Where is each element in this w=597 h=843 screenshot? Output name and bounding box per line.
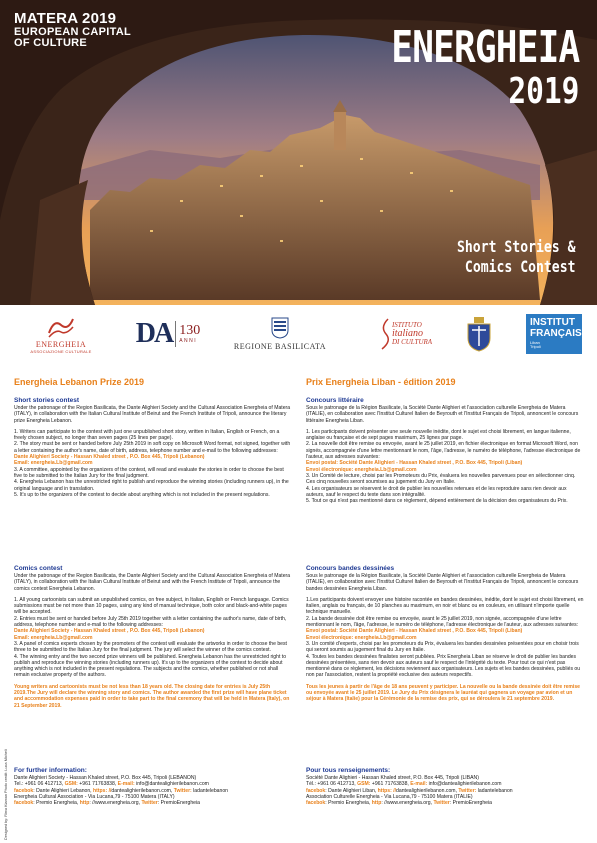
info-https-label: https: //	[93, 787, 112, 794]
info-twitter-label-2: Twitter	[141, 800, 158, 807]
french-column	[306, 377, 585, 807]
matera-title	[14, 11, 131, 50]
info-social-line-2	[14, 800, 293, 806]
dante-separator	[175, 321, 176, 347]
comics-rule-4: 4. The winning entry and the two second prize winners will be published. Energheia Lebanon has the unrestricted right to publish and reproduce the winning stories (including runners up). It's up to the organizers of the contest to decide about anything which is not included in the present regulations. The subjects and the comics, whether published or not shall remain exclusive property of the authors.	[14, 653, 287, 679]
iic-line3: DI CULTURA	[391, 338, 433, 346]
concours-bd-rule-1: 1.Les participants doivent envoyer une histoire racontée en bandes dessinées, inédite, dont le sujet est choisi librement, en italien, anglais ou français, de 10 planches au maximum, en noir et blanc ou en couleurs, en utilisant n'importe quelle technique manuelle.	[306, 596, 584, 616]
renseignements-twitter-2[interactable]: : PremioEnergheia	[449, 800, 492, 807]
concours-bd-address: Envoi postal: Société Dante Alighieri - Hassan Khaled street , P.O. Box 445, Tripoli (Liban)	[306, 628, 523, 635]
renseignements-email-link[interactable]: info@dantealighierilebanon.com	[428, 781, 502, 788]
concours-bd-rule-4: 4. Toutes les bandes dessinées finalistes seront publiées. Prix Energheia Liban se réserve le droit de publier les bandes dessinées présentées, sans rien devoir aux auteurs sauf le respect de l'intégrité du texte. Pour tout ce qui n'est pas mentionné dans ce règlement, les décisions reviennent aux organisateurs. Les sujets et les bandes dessinées, publiés ou non par l'association, restent la propriété exclusive des auteurs respectifs.	[306, 653, 581, 679]
institut-francais-box	[526, 314, 582, 354]
dante-anniversary	[179, 324, 200, 344]
energheia-logo-sub: ASSOCIAZIONE CULTURALE	[30, 348, 92, 354]
iic-text	[392, 322, 432, 346]
iic-swirl-icon	[378, 317, 392, 351]
renseignements-tel: Tél.: +961 06 412713,	[306, 781, 358, 788]
short-stories-rule-2: 2. The story must be sent or handed before July 25th 2019 in soft copy on Microsoft Word format, not signed, together with a letter containing the author's name, date of birth, address, telephone number and e-mail to the following addresses:	[14, 441, 291, 454]
renseignements-facebook[interactable]: : Dante Alighieri Liban,	[325, 787, 378, 794]
if-line3: Liban	[530, 340, 540, 345]
istituto-italiano-logo	[368, 305, 442, 363]
concours-bd-email: Envoi électronique: energheia.Lb@gmail.com	[306, 634, 417, 641]
concours-litteraire-section	[306, 397, 585, 504]
concours-litteraire-rule-1: 1. Les participants doivent présenter une seule nouvelle inédite, dont le sujet est choisi librement, en langue italienne, anglaise ou française et de sept pages maximum, 25 lignes par page.	[306, 428, 571, 442]
info-website-2[interactable]: : //www.energheia.org,	[89, 800, 142, 807]
comics-closing-note: Young writers and cartoonists must be not less than 18 years old. The closing date for entries is July 25th 2019.The Jury will declare the winning story and comics. The author awarded the first prize will have plane ticket and accommodation expenses paid in order to take part to the final ceremony that will be held in Matera (Italy), on 21 September 2019.	[14, 683, 290, 709]
brand-year: 2019	[507, 71, 579, 112]
info-association: Energheia Cultural Association - Via Lucana,79 - 75100 Matera (ITALY)	[14, 793, 175, 800]
concours-litteraire-rule-4: 4. Les organisateurs se réservent le droit de publier les nouvelles retenues et de les reproduire sans rien devoir aux auteurs, sauf le respect du texte dans son intégralité.	[306, 485, 567, 498]
info-twitter-2[interactable]: : PremioEnergheia	[157, 800, 200, 807]
info-facebook[interactable]: : Dante Alighieri Lebanon,	[33, 787, 94, 794]
short-stories-rule-5: 5. It's up to the organizers of the contest to decide about anything which is not included in the present regulations.	[14, 491, 270, 498]
concours-litteraire-rule-5: 5. Tout ce qui n'est pas mentionné dans ce règlement, dépend entièrement de la décision des organisateurs du Prix.	[306, 498, 568, 505]
info-tel: Tel.: +961 06 412713,	[14, 781, 65, 788]
concours-litteraire-email: Envoi électronique: energheia.Lb@gmail.com	[306, 466, 417, 473]
info-gsm-label: GSM:	[64, 781, 80, 788]
comics-email: Email: energheia.Lb@gmail.com	[14, 634, 93, 641]
renseignements-https-label: https: //	[377, 787, 397, 794]
renseignements-section	[306, 767, 585, 806]
info-email-link[interactable]: info@dantealighierilebanon.com	[136, 781, 209, 788]
brand-title	[350, 22, 579, 112]
short-stories-rule-3: 3. A committee, appointed by the organizers of the contest, will read and evaluate the stories in order to choose the best five to be submitted to the Italian Jury for the final judgment.	[14, 466, 284, 479]
comics-address: Dante Alighieri Society - Hassan Khaled street , P.O. Box 445, Tripoli (Lebanon)	[14, 628, 205, 635]
comics-rule-2: 2. Entries must be sent or handed before July 25th 2019 together with a letter containing the author's name, date of birth, address, telephone number and e-mail to the following addresses:	[14, 615, 287, 629]
info-title: For further information:	[14, 767, 87, 774]
renseignements-social-line-2	[306, 800, 585, 806]
concours-litteraire-title: Concours littéraire	[306, 397, 364, 404]
renseignements-gsm: +961 71763838,	[371, 781, 411, 788]
renseignements-facebook-label: facebok	[306, 787, 326, 794]
short-stories-title: Short stories contest	[14, 397, 80, 404]
concours-litteraire-intro: Sous le patronage de la Région Basilicate, la Société Dante Alighieri et l'association culturelle Energheia de Matera (ITALIE), en collaboration avec l'Institut Culturel Italien de Beyrouth et l'Institut Français de Tripoli, annoncent le concours littéraire Energheia Liban.	[306, 405, 579, 424]
regione-emblem-icon	[271, 317, 289, 339]
short-stories-rule-4: 4. Energheia Lebanon has the unrestricted right to publish and reproduce the winning stories (including runners up), in the original language and in translation.	[14, 479, 289, 492]
concours-litteraire-rule-2: 2. La nouvelle doit être remise ou envoyée, avant le 25 juillet 2019, en fichier électronique en format Microsoft Word, non signés, accompagnée d'une lettre mentionnant le nom, l'âge, l'adresse, le numéro de téléphone, l'adresse électronique de l'auteur, aux adresses suivantes:	[306, 441, 581, 461]
sponsor-logos	[0, 305, 597, 363]
if-line1: INSTITUT	[530, 317, 575, 328]
renseignements-website-2[interactable]: : //www.energheia.org,	[381, 800, 434, 807]
energheia-logo	[26, 305, 96, 363]
concours-bd-title: Concours bandes dessinées	[306, 565, 395, 572]
renseignements-association: Association Culturelle Energheia - Via Lucana,79 - 75100 Matera (ITALIE)	[306, 793, 473, 800]
concours-litteraire-rule-3: 3. Un Comité de lecture, choisi par les Promoteurs du Prix, évaluera les nouvelles parvenues pour en sélectionner cinq. Ces cinq nouvelles seront soumises au jugement du Jury en Italie.	[306, 472, 576, 486]
concours-bd-closing-note: Tous les jeunes à partir de l'âge de 18 ans peuvent y participer. La nouvelle ou la bande dessinée doit être remise ou envoyée avant le 25 juillet 2019. Le Jury du Prix désignera le lauréat qui gagnera un voyage par avion et un séjour à Matera (Italie) pour la Cérémonie de la remise des prix, qui se déroulera le 21 septembre 2019.	[306, 683, 581, 703]
brand-name: ENERGHEIA	[390, 22, 579, 73]
renseignements-http-label: http	[371, 800, 382, 807]
info-facebook-2[interactable]: : Premio Energheia,	[33, 800, 80, 807]
english-column	[14, 377, 293, 807]
contest-subtitle	[457, 237, 575, 277]
comics-section	[14, 565, 293, 709]
crest-icon	[466, 316, 492, 352]
renseignements-email-label: E-mail:	[410, 781, 429, 788]
matera-line2: EUROPEAN CAPITAL	[14, 25, 132, 38]
renseignements-twitter-label: Twitter:	[458, 787, 477, 794]
renseignements-facebook-label-2: facebok	[306, 800, 326, 807]
info-section	[14, 767, 293, 806]
concours-bd-rule-2: 2. La bande dessinée doit être remise ou envoyée, avant le 25 juillet 2019, non signée, accompagnée d'une lettre mentionnant le nom, l'âge, l'adresse, le numéro de téléphone, l'adresse électronique de l'auteur, aux adresses suivantes:	[306, 615, 579, 629]
subtitle-line1: Short Stories &	[456, 237, 575, 256]
info-twitter-label: Twitter:	[173, 787, 192, 794]
info-website[interactable]: dantealighierilebanon.com,	[111, 787, 174, 794]
concours-litteraire-address: Envoi postal: Société Dante Alighieri - Hassan Khaled street , P.O. Box 445, Tripoli (Liban)	[306, 460, 523, 467]
info-twitter[interactable]: ladantelebanon	[191, 787, 229, 794]
renseignements-twitter-label-2: Twitter	[433, 800, 450, 807]
regione-text: REGIONE BASILICATA	[233, 342, 327, 351]
if-line2: FRANÇAIS	[530, 327, 582, 339]
hero-banner	[0, 0, 597, 305]
comics-intro: Under the patronage of the Region Basilicata, the Dante Alighieri Society and the Cultural Association Energheia of Matera (ITALY), in collaboration with the Italian Cultural Institute of Beirut and with the French Institute of Tripoli, announce the comics contest Energheia Lebanon.	[14, 573, 291, 592]
info-address: Dante Alighieri Society - Hassan Khaled street, P.O. Box 445, Tripoli (LEBANON)	[14, 775, 197, 781]
english-main-title: Energheia Lebanon Prize 2019	[14, 377, 145, 387]
short-stories-intro: Under the patronage of the Region Basilicata, the Dante Alighieri Society and the Cultural Association Energheia of Matera (ITALY), in collaboration with the Italian Cultural Institute of Beirut and the French Institute of Tripoli, announce the literary prize Energheia Lebanon.	[14, 405, 291, 424]
short-stories-rule-1: 1. Writers can participate to the contest with just one unpublished short story, written in Italian, English or French, on a freely chosen subject, no longer than seven pages (25 lines per page).	[14, 428, 280, 442]
dante-anni: ANNI	[179, 338, 198, 344]
renseignements-gsm-label: GSM:	[357, 781, 372, 788]
design-credit-text: Designed by: Rima Kiaman Photo credit: Luca Micheli	[4, 749, 8, 840]
iic-line1: ISTITUTO	[391, 321, 422, 329]
design-credit	[4, 710, 10, 840]
matera-line1: MATERA 2019	[14, 10, 117, 27]
matera-line3: OF CULTURE	[14, 37, 88, 50]
renseignements-address: Société Dante Alighieri - Hassan Khaled street, P.O. Box 445, Tripoli (LIBAN)	[306, 775, 479, 781]
info-facebook-label-2: facebok	[14, 800, 34, 807]
dante-alighieri-logo	[128, 305, 208, 363]
comics-rule-3: 3. A panel of comics experts chosen by the promoters of the contest will evaluate the artworks in order to choose the best three to be submitted to the Italian Jury for the final judgment. The jury will select the winner of the comics contest.	[14, 640, 287, 654]
french-main-title: Prix Energheia Liban - édition 2019	[306, 377, 456, 387]
short-stories-email: Email: energheia.Lb@gmail.com	[14, 460, 93, 467]
subtitle-line2: Comics Contest	[464, 257, 575, 276]
energheia-logo-title: ENERGHEIA	[35, 339, 87, 349]
tripoli-crest-logo	[462, 305, 496, 363]
short-stories-section	[14, 397, 293, 498]
info-http-label: http	[79, 800, 90, 807]
energheia-mark-icon	[46, 315, 76, 339]
renseignements-website[interactable]: dantealighierilebanon.com,	[396, 787, 459, 794]
if-line4: Tripoli	[530, 344, 541, 350]
renseignements-title: Pour tous renseignements:	[306, 767, 391, 774]
renseignements-twitter[interactable]: ladantelebanon	[476, 787, 513, 794]
institut-francais-logo	[524, 305, 584, 363]
regione-basilicata-logo	[232, 305, 328, 363]
short-stories-address: Dante Alighieri Society - Hassan Khaled street , P.O. Box 445, Tripoli (Lebanon)	[14, 454, 205, 461]
concours-bd-intro: Sous le patronage de la Région Basilicate, la Société Dante Alighieri et l'association culturelle Energheia de Matera (ITALIE), en collaboration avec l'Institut Culturel Italien de Beyrouth et l'Institut Français de Tripoli, annoncent le concours bandes dessinées Energheia Liban.	[306, 573, 579, 592]
concours-bd-section	[306, 565, 585, 703]
comics-rule-1: 1. All young cartoonists can submit an unpublished comics, on free subject, in Italian, English or French language. Comics submissions must be not more than 10 pages, using any kind of manual technique, both color and black-and-white pages will be accepted.	[14, 596, 289, 616]
info-gsm: +961 71763838,	[79, 781, 118, 788]
dante-number: 130	[179, 323, 201, 338]
dante-letters: DA	[135, 318, 173, 349]
renseignements-facebook-2[interactable]: : Premio Energheia,	[325, 800, 372, 807]
comics-title: Comics contest	[14, 565, 63, 572]
info-facebook-label: facebok	[14, 787, 34, 794]
iic-line2: italiano	[391, 328, 424, 339]
info-email-label: E-mail:	[117, 781, 137, 788]
concours-bd-rule-3: 3. Un comité d'experts, choisi par les promoteurs du Prix, évaluera les bandes dessinées présentées pour en choisir trois qui seront soumis au jugement final du Jury en Italie.	[306, 640, 579, 654]
